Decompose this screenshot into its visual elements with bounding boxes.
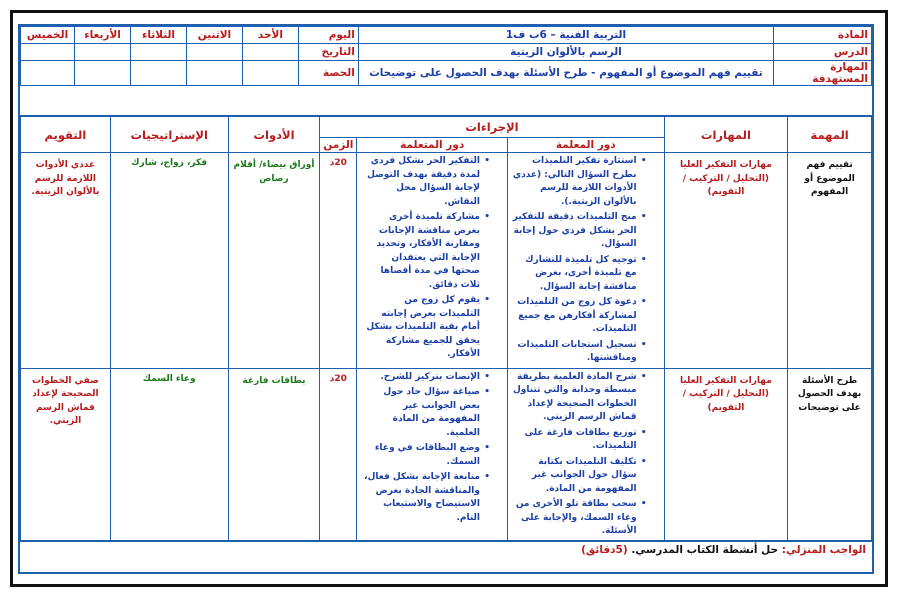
header-table [20,26,872,86]
list-item: • سحب بطاقة تلو الأخرى من وعاء السمك، والإجابة على الأسئلة. [511,498,647,539]
list-item: • مشاركة تلميذة أخرى بغرض مناقشة الإجابات ومقارنة الأفكار، وتحديد الإجابة التي يعتقدان صحتها في مدة أقصاها ثلاث دقائق. [360,211,490,292]
day-monday: الاثنين [186,27,242,44]
date-cell [186,44,242,61]
lesson-label: الدرس [774,44,872,61]
list-item: • منح التلميذات دقيقة للتفكير الحر بشكل فردي حول إجابة السؤال. [511,211,647,252]
teacher-role-cell [508,153,665,369]
list-item: • متابعة الإجابة بشكل فعال، والمناقشة الجادة بغرض الاستيضاح والاستيعاب التام. [360,471,490,525]
day-sunday: الأحد [242,27,298,44]
strategies-header: الإستراتيجيات [110,117,228,153]
date-cell [131,44,187,61]
lesson-plan-table [20,116,872,542]
strategies-cell: فكر، زواج، شارك [110,153,228,369]
list-item: • دعوة كل زوج من التلميذات لمشاركة أفكارهن مع جميع التلميذات. [511,296,647,337]
table-row [21,153,872,369]
subject-label: المادة [774,27,872,44]
day-tuesday: الثلاثاء [131,27,187,44]
task-cell: طرح الأسئلة بهدف الحصول على توضيحات [788,368,872,541]
list-item: • التفكير الحر بشكل فردي لمدة دقيقة بهدف التوصل لإجابة السؤال محل النقاش. [360,155,490,209]
list-item: • يقوم كل زوج من التلميذات بعرض إجابته أمام بقية التلميذات بشكل يحقق للجميع مشاركة الأفكار. [360,294,490,362]
skills-header: المهارات [664,117,788,153]
subject-value: التربية الفنية – 6ب ف1 [358,27,773,44]
skills-cell: مهارات التفكير العليا (التحليل / التركيب / التقويم) [664,368,788,541]
tools-cell: بطاقات فارغة [228,368,320,541]
list-item: • توجيه كل تلميذة للتشارك مع تلميذة أخرى، بغرض مناقشة إجابة السؤال. [511,254,647,295]
homework-row [20,540,872,560]
date-cell [242,44,298,61]
student-role-cell [357,153,508,369]
evaluation-header: التقويم [21,117,111,153]
list-item: • تسجيل استجابات التلميذات ومناقشتها. [511,339,647,366]
day-thursday: الخميس [21,27,75,44]
time-cell: 20د [320,153,357,369]
spacer-row [20,96,872,116]
period-label: الحصة [298,61,358,86]
period-cell [131,61,187,86]
homework-label: الواجب المنزلي: [781,544,866,556]
skill-label: المهارة المستهدفة [774,61,872,86]
teacher-role-header: دور المعلمة [508,138,665,153]
teacher-role-cell [508,368,665,541]
time-cell: 20د [320,368,357,541]
homework-duration: (5دقائق) [581,544,628,556]
period-cell [21,61,75,86]
list-item: • الإنصات بتركيز للشرح. [360,371,490,385]
table-row [21,368,872,541]
period-cell [186,61,242,86]
homework-text: حل أنشطة الكتاب المدرسي. [631,544,779,556]
student-role-header: دور المتعلمة [357,138,508,153]
list-item: • شرح المادة العلمية بطريقة مبسطة وجذابة والتي تتناول الخطوات الصحيحة لإعداد قماش الرسم الزيتي. [511,371,647,425]
date-cell [21,44,75,61]
skill-value: تقييم فهم الموضوع أو المفهوم - طرح الأسئلة بهدف الحصول على توضيحات [358,61,773,86]
date-label: التاريخ [298,44,358,61]
date-cell [75,44,131,61]
list-item: • استثارة تفكير التلميذات بطرح السؤال التالي: (عددي الأدوات اللازمة للرسم بالألوان الزيتية.). [511,155,647,209]
list-item: • تكليف التلميذات بكتابة سؤال حول الجوانب غير المفهومة من المادة. [511,456,647,497]
tools-cell: أوراق بيضاء/ أقلام رصاص [228,153,320,369]
lesson-value: الرسم بالألوان الزيتية [358,44,773,61]
procedures-header: الإجراءات [320,117,664,138]
period-cell [75,61,131,86]
list-item: • صياغة سؤال جاد حول بعض الجوانب غير المفهومة من المادة العلمية. [360,386,490,440]
list-item: • وضع البطاقات في وعاء السمك. [360,442,490,469]
period-cell [242,61,298,86]
strategies-cell: وعاء السمك [110,368,228,541]
task-header: المهمة [788,117,872,153]
evaluation-cell: عددي الأدوات اللازمة للرسم بالألوان الزيتية. [21,153,111,369]
day-wednesday: الأربعاء [75,27,131,44]
task-cell: تقييم فهم الموضوع أو المفهوم [788,153,872,369]
day-label: اليوم [298,27,358,44]
list-item: • توزيع بطاقات فارغة على التلميذات. [511,427,647,454]
skills-cell: مهارات التفكير العليا (التحليل / التركيب / التقويم) [664,153,788,369]
student-role-cell [357,368,508,541]
time-header: الزمن [320,138,357,153]
evaluation-cell: صفي الخطوات الصحيحة لإعداد قماش الرسم الزيتي. [21,368,111,541]
tools-header: الأدوات [228,117,320,153]
